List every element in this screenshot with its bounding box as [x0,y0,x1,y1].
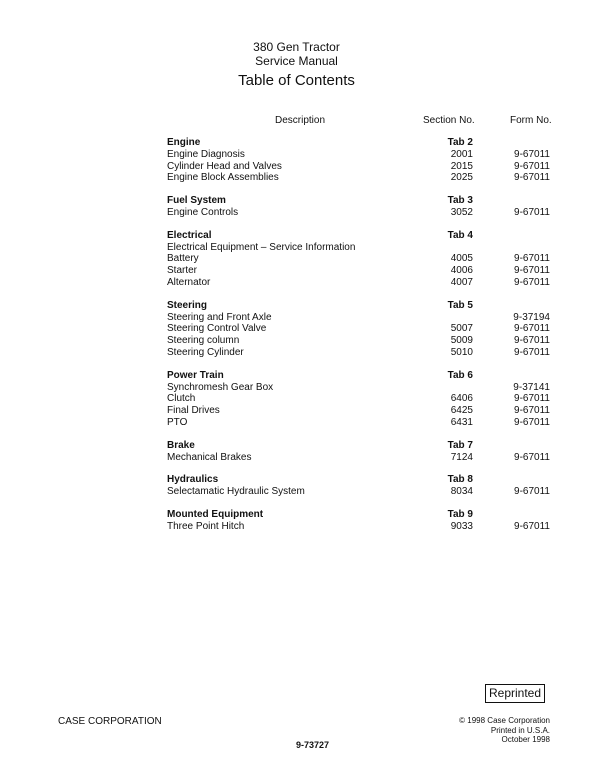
entry-form-number: 9-67011 [514,160,550,172]
section-name: Electrical [167,229,212,241]
entry-description: Final Drives [167,405,220,417]
section-name: Brake [167,439,195,451]
section-tab: Tab 4 [447,229,473,241]
entry-description: Starter [167,265,198,277]
entry-description: Engine Controls [167,206,239,218]
printed-in-line: Printed in U.S.A. [490,725,550,735]
toc-row [0,335,593,347]
copyright-block [459,716,550,745]
entry-description: Cylinder Head and Valves [167,160,282,172]
entry-section-number: 2001 [450,148,473,160]
toc-section [0,474,593,498]
column-header-form: Form No. [510,115,552,126]
section-heading-row [0,509,593,521]
entry-form-number: 9-67011 [514,486,550,498]
entry-description: Mechanical Brakes [167,451,252,463]
entry-section-number: 2025 [450,172,473,184]
manual-subtitle: Service Manual [255,54,338,68]
entry-form-number: 9-67011 [514,148,550,160]
section-name: Engine [167,137,201,148]
toc-row [0,242,593,254]
entry-form-number: 9-67011 [514,393,550,405]
section-heading-row [0,440,593,452]
entry-section-number: 5007 [450,323,473,335]
entry-description: Alternator [167,276,211,288]
section-name: Steering [167,299,208,311]
section-tab: Tab 3 [447,195,473,207]
toc-row [0,161,593,173]
entry-description: Engine Block Assemblies [167,172,279,184]
entry-form-number: 9-67011 [514,265,550,277]
entry-form-number: 9-67011 [514,276,550,288]
entry-section-number: 9033 [450,520,473,532]
entry-form-number: 9-37194 [513,311,550,323]
section-tab: Tab 2 [447,137,473,148]
toc-section [0,370,593,429]
toc-row [0,253,593,265]
section-name: Power Train [167,369,224,381]
entry-section-number: 4006 [450,265,473,277]
toc-section [0,230,593,289]
entry-section-number: 4005 [450,253,473,265]
toc-row [0,312,593,324]
entry-description: Steering and Front Axle [167,311,272,323]
section-tab: Tab 5 [447,299,473,311]
date-line: October 1998 [501,735,550,744]
entry-section-number: 7124 [450,451,473,463]
page-title: Table of Contents [238,72,355,89]
section-heading-row [0,230,593,242]
manual-form-number: 9-73727 [296,740,330,750]
entry-form-number: 9-67011 [514,335,550,347]
section-heading-row [0,195,593,207]
toc-row [0,382,593,394]
toc-row [0,265,593,277]
toc-row [0,347,593,359]
toc-row [0,277,593,289]
entry-form-number: 9-67011 [514,206,550,218]
toc-section [0,440,593,464]
entry-form-number: 9-67011 [514,520,550,532]
toc-row [0,417,593,429]
section-tab: Tab 9 [447,508,473,520]
toc-row [0,405,593,417]
section-tab: Tab 8 [447,474,473,486]
entry-description: Steering Control Valve [167,323,267,335]
entry-form-number: 9-67011 [514,172,550,184]
entry-description: Synchromesh Gear Box [167,381,274,393]
section-name: Fuel System [167,195,226,207]
entry-form-number: 9-67011 [514,323,550,335]
entry-section-number: 3052 [450,206,473,218]
entry-form-number: 9-67011 [514,346,550,358]
section-tab: Tab 6 [447,369,473,381]
entry-section-number: 4007 [450,276,473,288]
toc-section [0,195,593,219]
column-header-section: Section No. [423,115,475,126]
entry-description: Electrical Equipment – Service Information [167,241,356,253]
company-name: CASE CORPORATION [58,716,162,727]
entry-section-number: 6431 [450,416,473,428]
entry-section-number: 6425 [450,405,473,417]
column-header-description: Description [275,115,326,126]
entry-form-number: 9-67011 [514,451,550,463]
toc-row [0,393,593,405]
toc-section [0,137,593,184]
entry-form-number: 9-67011 [514,405,550,417]
table-of-contents [0,137,593,544]
entry-description: Steering column [167,335,240,347]
toc-row [0,207,593,219]
toc-row [0,149,593,161]
section-heading-row [0,370,593,382]
toc-section [0,509,593,533]
entry-description: PTO [167,416,188,428]
entry-form-number: 9-67011 [514,253,550,265]
section-heading-row [0,474,593,486]
entry-section-number: 5010 [450,346,473,358]
toc-row [0,172,593,184]
section-heading-row [0,300,593,312]
toc-row [0,486,593,498]
toc-row [0,323,593,335]
entry-description: Selectamatic Hydraulic System [167,486,305,498]
copyright-line: © 1998 Case Corporation [459,716,550,725]
section-tab: Tab 7 [447,439,473,451]
manual-title: 380 Gen Tractor [253,40,340,54]
entry-description: Engine Diagnosis [167,148,245,160]
reprinted-stamp: Reprinted [485,684,545,703]
toc-row [0,521,593,533]
entry-description: Steering Cylinder [167,346,244,358]
entry-section-number: 2015 [450,160,473,172]
entry-description: Clutch [167,393,196,405]
entry-description: Battery [167,253,199,265]
section-name: Mounted Equipment [167,508,264,520]
entry-section-number: 6406 [450,393,473,405]
entry-description: Three Point Hitch [167,520,245,532]
toc-row [0,452,593,464]
entry-section-number: 5009 [450,335,473,347]
entry-section-number: 8034 [450,486,473,498]
entry-form-number: 9-37141 [513,381,550,393]
section-heading-row [0,137,593,149]
toc-section [0,300,593,359]
entry-form-number: 9-67011 [514,416,550,428]
section-name: Hydraulics [167,474,219,486]
